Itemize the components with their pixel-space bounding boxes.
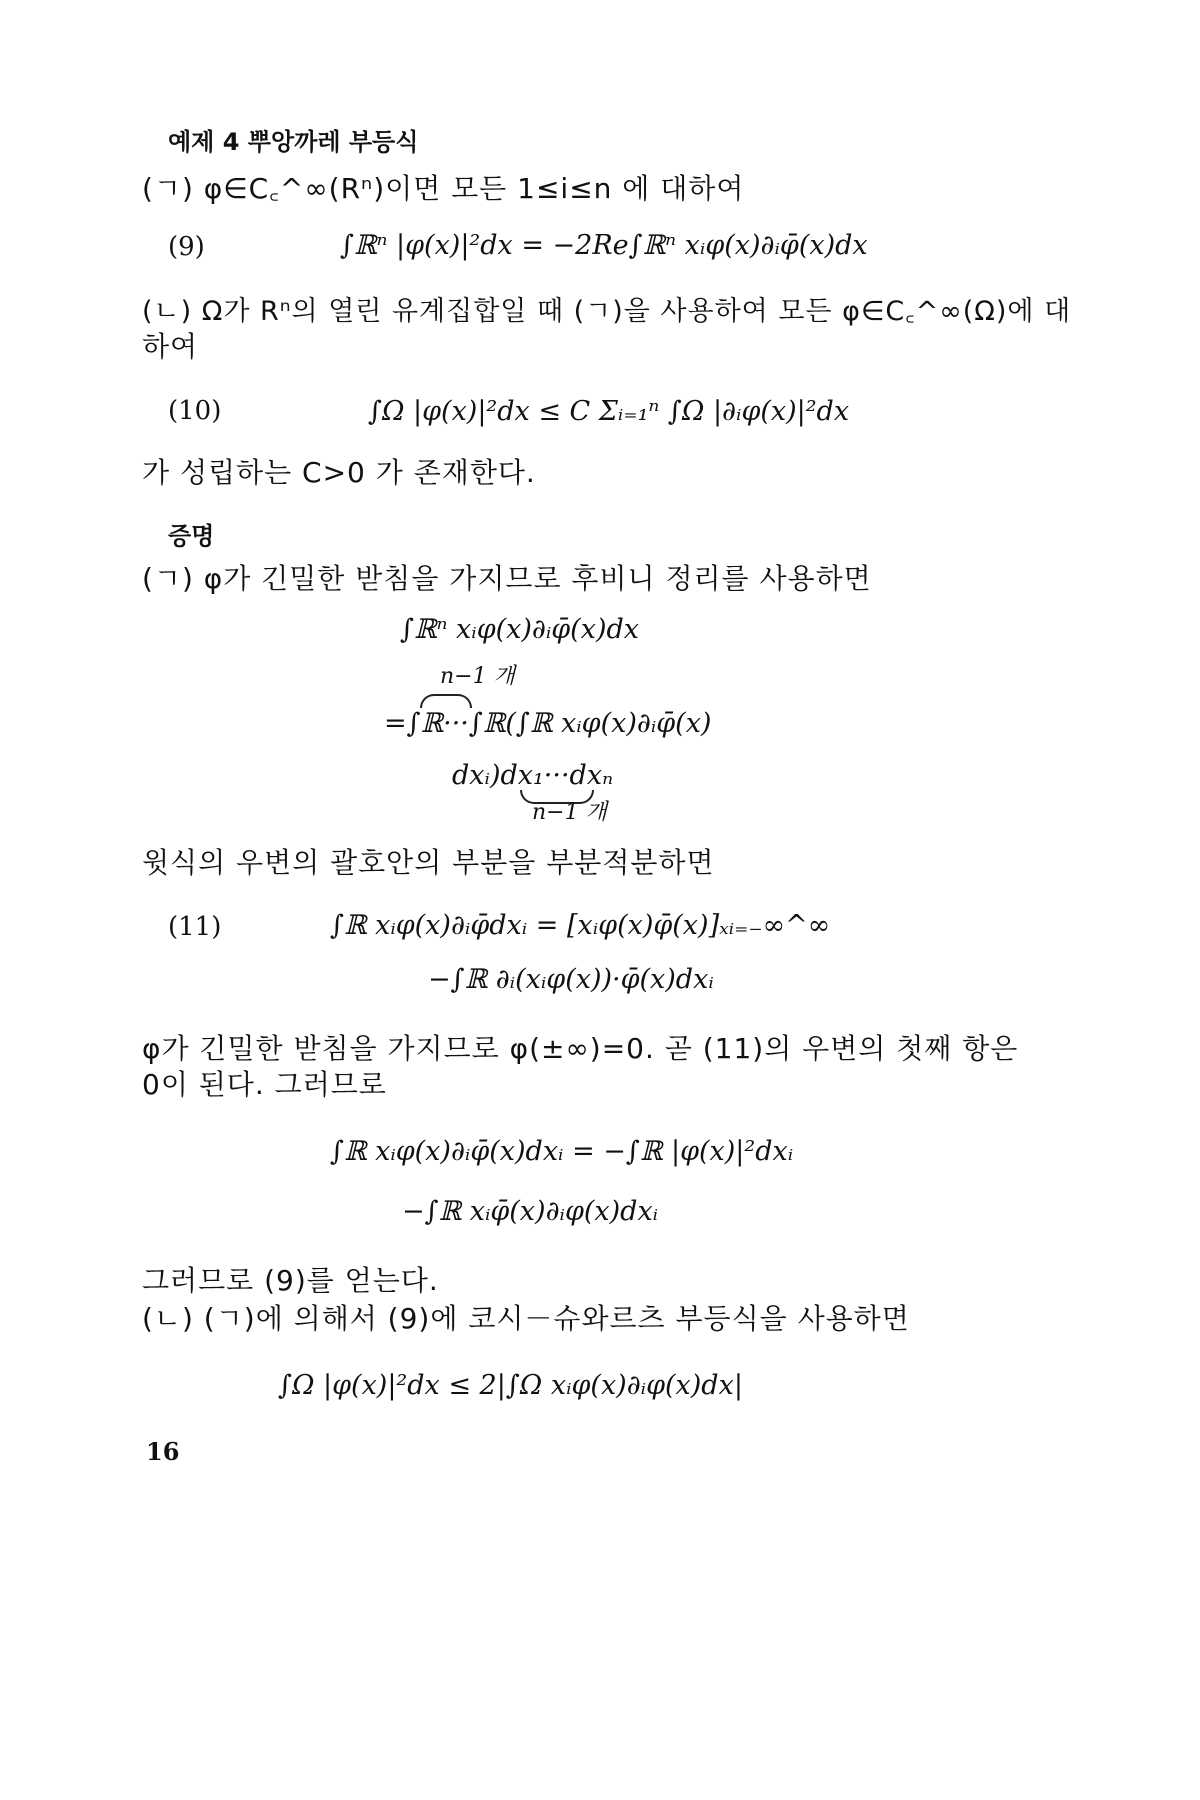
example-part-b-line1: (ㄴ) Ω가 Rⁿ의 열린 유계집합일 때 (ㄱ)을 사용하여 모든 φ∈C꜀^∞(Ω)에 대 [142, 296, 1072, 327]
proof-part-a-intro: (ㄱ) φ가 긴밀한 받침을 가지므로 후비니 정리를 사용하면 [142, 562, 872, 595]
equation-10: ∫Ω |φ(x)|²dx ≤ C Σᵢ₌₁ⁿ ∫Ω |∂ᵢφ(x)|²dx [368, 396, 850, 427]
equation-9-label: (9) [168, 232, 205, 262]
proof-text-2: 윗식의 우변의 괄호안의 부분을 부분적분하면 [142, 846, 715, 879]
equation-9: ∫ℝⁿ |φ(x)|²dx = −2Re∫ℝⁿ xᵢφ(x)∂ᵢφ̄(x)dx [340, 230, 868, 261]
example-part-a: (ㄱ) φ∈C꜀^∞(Rⁿ)이면 모든 1≤i≤n 에 대하여 [142, 172, 745, 205]
proof-display-4-line1: ∫ℝ xᵢφ(x)∂ᵢφ̄(x)dxᵢ = −∫ℝ |φ(x)|²dxᵢ [330, 1136, 794, 1167]
proof-display-3: dxᵢ)dx₁···dxₙ [452, 760, 614, 791]
proof-text-4: 그러므로 (9)를 얻는다. [142, 1264, 439, 1297]
proof-part-b-intro: (ㄴ) (ㄱ)에 의해서 (9)에 코시－슈와르츠 부등식을 사용하면 [142, 1302, 910, 1335]
proof-display-2: =∫ℝ···∫ℝ(∫ℝ xᵢφ(x)∂ᵢφ̄(x) [384, 708, 712, 739]
proof-display-4-line2: −∫ℝ xᵢφ̄(x)∂ᵢφ(x)dxᵢ [402, 1196, 659, 1227]
overbrace-arc [420, 694, 472, 708]
equation-11-line2: −∫ℝ ∂ᵢ(xᵢφ(x))·φ̄(x)dxᵢ [428, 964, 714, 995]
equation-11-label: (11) [168, 912, 222, 942]
example-conclusion: 가 성립하는 C>0 가 존재한다. [142, 456, 536, 489]
page-number: 16 [146, 1437, 180, 1466]
proof-display-5: ∫Ω |φ(x)|²dx ≤ 2|∫Ω xᵢφ(x)∂ᵢφ(x)dx| [278, 1370, 743, 1401]
example-heading: 예제 4 뿌앙까레 부등식 [168, 128, 419, 156]
proof-text-3-line1: φ가 긴밀한 받침을 가지므로 φ(±∞)=0. 곧 (11)의 우변의 첫째 항은 [142, 1032, 1019, 1065]
example-part-b-line2: 하여 [142, 330, 199, 363]
proof-display-1: ∫ℝⁿ xᵢφ(x)∂ᵢφ̄(x)dx [400, 614, 639, 645]
underbrace-note: n−1 개 [532, 800, 607, 825]
equation-10-label: (10) [168, 396, 222, 426]
proof-heading: 증명 [168, 522, 215, 550]
overbrace-note: n−1 개 [440, 664, 515, 689]
proof-text-3-line2: 0이 된다. 그러므로 [142, 1068, 387, 1101]
equation-11-line1: ∫ℝ xᵢφ(x)∂ᵢφ̄dxᵢ = [xᵢφ(x)φ̄(x)]ₓᵢ₌₋∞^∞ [330, 910, 831, 941]
